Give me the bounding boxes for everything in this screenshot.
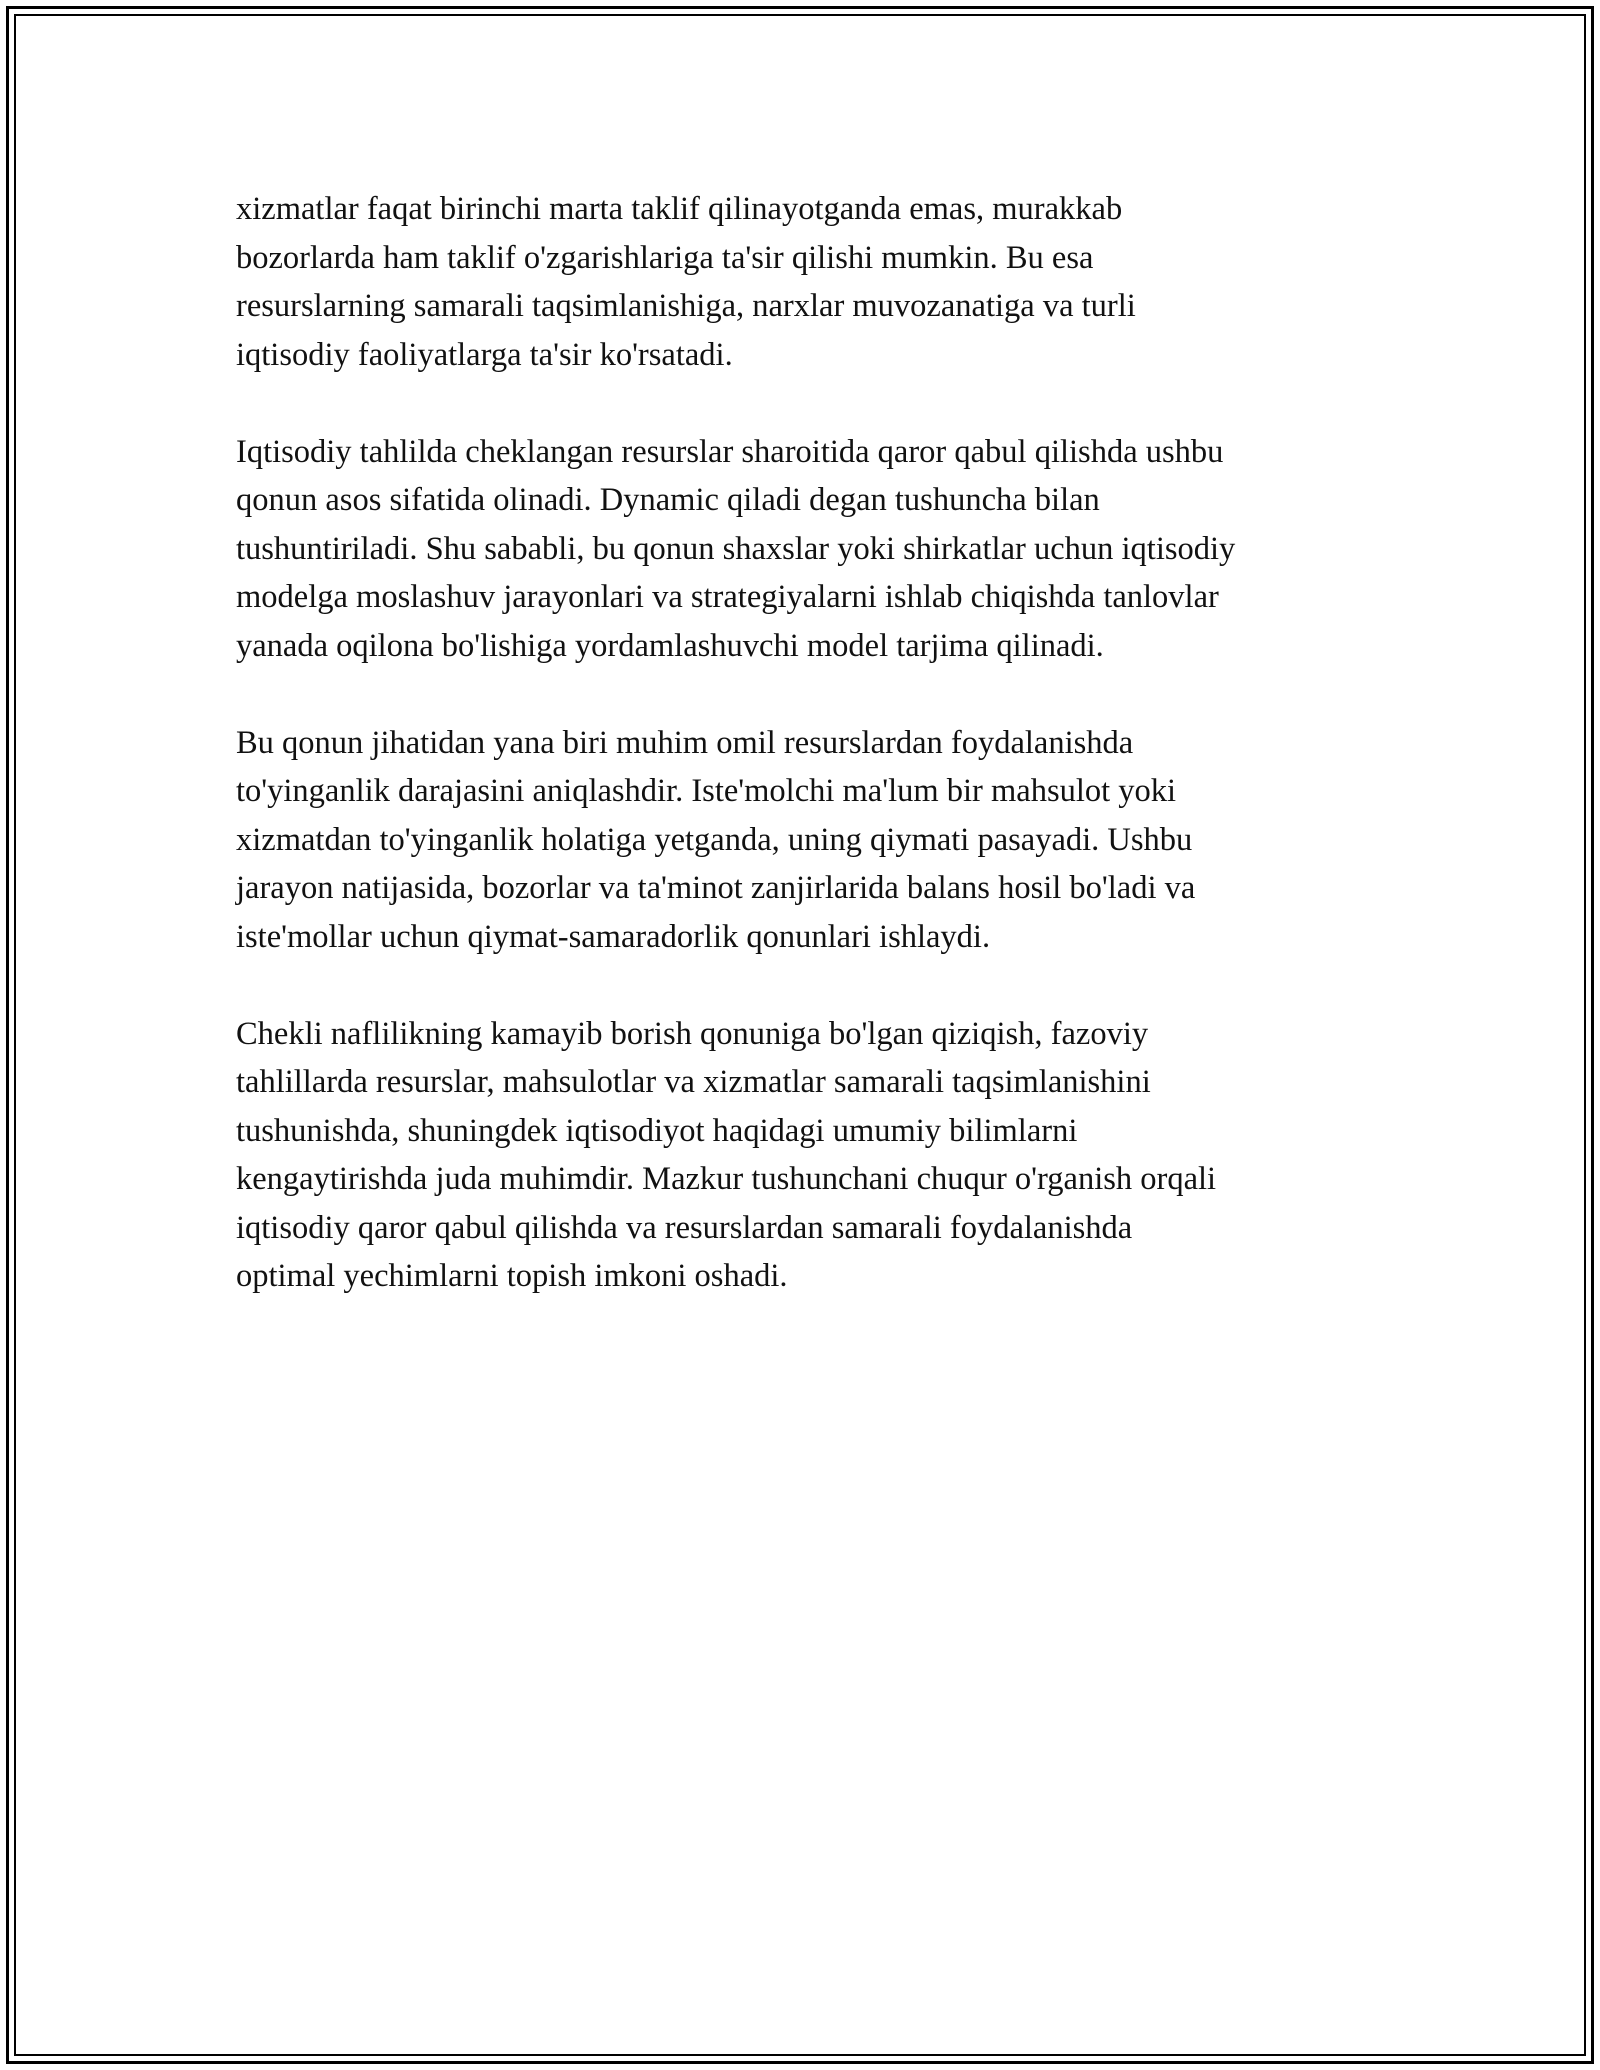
text-line: iqtisodiy qaror qabul qilishda va resurslardan samarali foydalanishda — [236, 1209, 1133, 1246]
text-line: modelga moslashuv jarayonlari va strategiyalarni ishlab chiqishda tanlovlar — [236, 579, 1219, 615]
text-line: kengaytirishda juda muhimdir. Mazkur tushunchani chuqur o'rganish orqali — [236, 1161, 1217, 1197]
text-line: Chekli naflilikning kamayib borish qonuniga bo'lgan qiziqish, fazoviy — [236, 1015, 1149, 1052]
paragraph-1 — [236, 185, 1376, 379]
paragraph-4 — [236, 1010, 1376, 1301]
text-line: xizmatdan to'yinganlik holatiga yetganda, uning qiymati pasayadi. Ushbu — [236, 821, 1193, 858]
text-line: to'yinganlik darajasini aniqlashdir. Iste'molchi ma'lum bir mahsulot yoki — [236, 773, 1177, 809]
document-body — [236, 185, 1376, 1349]
text-line: tushuntiriladi. Shu sababli, bu qonun shaxslar yoki shirkatlar uchun iqtisodiy — [236, 530, 1236, 567]
text-line: Iqtisodiy tahlilda cheklangan resurslar sharoitida qaror qabul qilishda ushbu — [236, 433, 1224, 470]
text-line: iqtisodiy faoliyatlarga ta'sir ko'rsatadi. — [236, 336, 733, 373]
text-line: bozorlarda ham taklif o'zgarishlariga ta'sir qilishi mumkin. Bu esa — [236, 239, 1094, 276]
paragraph-2 — [236, 428, 1376, 671]
paragraph-3 — [236, 719, 1376, 962]
text-line: jarayon natijasida, bozorlar va ta'minot zanjirlarida balans hosil bo'ladi va — [236, 870, 1196, 906]
text-line: resurslarning samarali taqsimlanishiga, narxlar muvozanatiga va turli — [236, 288, 1136, 324]
text-line: Bu qonun jihatidan yana biri muhim omil resurslardan foydalanishda — [236, 724, 1134, 761]
text-line: optimal yechimlarni topish imkoni oshadi. — [236, 1258, 788, 1294]
text-line: yanada oqilona bo'lishiga yordamlashuvchi model tarjima qilinadi. — [236, 627, 1104, 664]
text-line: xizmatlar faqat birinchi marta taklif qilinayotganda emas, murakkab — [236, 191, 1123, 227]
text-line: tahlillarda resurslar, mahsulotlar va xizmatlar samarali taqsimlanishini — [236, 1064, 1151, 1100]
text-line: qonun asos sifatida olinadi. Dynamic qiladi degan tushuncha bilan — [236, 482, 1100, 518]
text-line: tushunishda, shuningdek iqtisodiyot haqidagi umumiy bilimlarni — [236, 1112, 1078, 1149]
text-line: iste'mollar uchun qiymat-samaradorlik qonunlari ishlaydi. — [236, 918, 991, 955]
